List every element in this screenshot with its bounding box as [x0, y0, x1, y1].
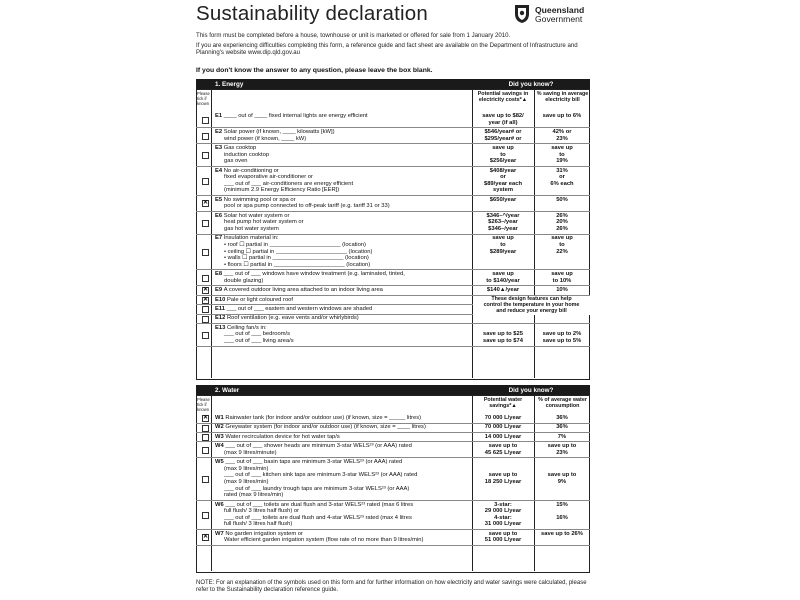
tick-checkbox[interactable] [202, 332, 209, 339]
intro-paragraph: This form must be completed before a house, townhouse or unit is marketed or offered for sale from 1 January 2010. [196, 32, 511, 39]
tick-checkbox[interactable]: ✕ [203, 296, 209, 303]
item-text [215, 502, 467, 528]
item-line: E10 Pale or light coloured roof [215, 296, 293, 303]
energy-row-e13 [196, 324, 590, 346]
savings-value: save up to $140/year [486, 271, 520, 284]
coat-of-arms-icon [512, 2, 532, 24]
savings-value: save up to $289/year [489, 235, 517, 255]
energy-row-e3 [196, 144, 590, 166]
item-text [215, 235, 467, 268]
item-code: E1 [215, 113, 224, 119]
item-line: E3 Gas cooktop [215, 145, 257, 151]
energy-row-e2 [196, 128, 590, 143]
savings-value: $546/year# or $295/year# or [484, 129, 522, 142]
tick-column-label: Please tick if known [197, 91, 210, 106]
item-code: E6 [215, 212, 224, 219]
item-line: E1 ____ out of ____ fixed internal lights are energy efficient [215, 113, 368, 119]
footnote: NOTE: For an explanation of the symbols used on this form and for further information on how electricity and water savings were calculated, please refer to the Sustainability declaration reference guide. [196, 580, 587, 594]
item-line: E9 A covered outdoor living area attached to an indoor living area [215, 287, 383, 294]
percent-value: 26% 20% 26% [556, 212, 568, 232]
item-text [215, 197, 467, 210]
logo-line-1: Queensland [535, 5, 585, 15]
item-code: E5 [215, 196, 224, 203]
tick-checkbox[interactable] [202, 316, 209, 323]
item-line: gas hot water system [224, 225, 279, 232]
row-divider [196, 346, 590, 347]
item-line: W1 Rainwater tank (for indoor and/or outdoor use) (if known, size = _____ litres) [215, 415, 422, 421]
energy-row-e8 [196, 270, 590, 285]
item-text [215, 415, 467, 422]
item-text [215, 306, 467, 313]
savings-value: $650/year [489, 196, 517, 203]
item-line: wind power (if known, ____ kW) [224, 135, 307, 142]
percent-value: 42% or 23% [552, 129, 572, 142]
page-title: Sustainability declaration [196, 2, 428, 25]
item-code: E3 [215, 145, 224, 151]
savings-value: save up to 18 250 L/year [484, 472, 522, 485]
item-code: W2 [215, 424, 226, 431]
tick-checkbox[interactable] [202, 133, 209, 140]
item-text [215, 443, 467, 456]
tick-checkbox[interactable] [202, 447, 209, 454]
percent-value: 50% [556, 196, 568, 203]
percent-value: save up to 6% [542, 113, 582, 119]
item-text [215, 531, 467, 544]
percent-value: save up to 19% [551, 145, 573, 165]
savings-value: save up to 45 625 L/year [484, 443, 522, 456]
tick-checkbox[interactable] [202, 275, 209, 282]
tick-checkbox[interactable] [202, 117, 209, 124]
item-line: pool or spa pump connected to off-peak tariff (e.g. tariff 31 or 33) [224, 203, 390, 210]
tick-checkbox[interactable]: ✕ [203, 534, 209, 541]
item-line: (minimum 2.9 Energy Efficiency Ratio [EER]) [224, 187, 340, 194]
item-line: E12 Roof ventilation (e.g. eave vents and/or whirlybirds) [215, 315, 359, 322]
item-line: ___ out of ___ laundry trough taps are minimum 3-star WELS²³ (or AAA) [224, 485, 410, 492]
item-code: W7 [215, 530, 226, 537]
tick-checkbox[interactable] [202, 476, 209, 483]
savings-value: save up to $256/year [489, 145, 517, 165]
tick-checkbox[interactable] [202, 220, 209, 227]
item-text [215, 145, 467, 165]
item-line: W2 Greywater system (for indoor and/or outdoor use) (if known, size = ____ litres) [215, 424, 426, 431]
energy-did-you-know: Did you know? [508, 80, 554, 88]
energy-row-e12 [196, 314, 590, 323]
item-code: E4 [215, 167, 224, 174]
savings-value: save up to $25 save up to $74 [483, 331, 523, 344]
item-line: (max 9 litres/minute) [224, 449, 277, 456]
item-code: W3 [215, 433, 226, 440]
item-line: E7 Insulation material in: [215, 235, 279, 242]
tick-checkbox[interactable] [202, 512, 209, 519]
item-line: E2 Solar power (if known, ____ kilowatts [kW]) [215, 129, 335, 135]
item-line: (max 9 litres/min) [224, 478, 269, 485]
tick-checkbox[interactable] [202, 425, 209, 432]
item-line: gas oven [224, 158, 248, 165]
item-line: E5 No swimming pool or spa or [215, 196, 296, 203]
water-row-w6 [196, 501, 590, 529]
design-features-note: These design features can help control the temperature in your home and reduce your energy bill [473, 296, 590, 315]
item-code: E9 [215, 287, 224, 294]
tick-checkbox[interactable]: ✕ [203, 287, 209, 294]
item-text [215, 168, 467, 194]
item-text [215, 434, 467, 441]
item-line: E6 Solar hot water system or [215, 212, 290, 219]
item-code: E7 [215, 235, 224, 242]
savings-value: 70 000 L/year [484, 424, 522, 431]
item-code: W4 [215, 443, 226, 450]
item-line: rated (max 9 litres/min) [224, 492, 284, 499]
item-line: • walls ☐ partial in ______________________ (location) [224, 255, 369, 262]
item-code: E13 [215, 324, 227, 331]
percent-value: save up to 22% [551, 235, 573, 255]
item-line: ___ out of ___ living area/s [224, 337, 294, 344]
water-row-w1 [196, 414, 590, 423]
savings-value: $140▲/year [486, 287, 520, 294]
item-line: E13 Ceiling fan/s in: [215, 324, 267, 331]
percent-value: 36% [556, 424, 568, 431]
tick-column-label: Please tick if known [197, 397, 210, 412]
water-row-w7 [196, 530, 590, 545]
instruction-note: If you don't know the answer to any question, please leave the box blank. [196, 67, 433, 74]
energy-row-e5 [196, 196, 590, 211]
water-row-w2 [196, 423, 590, 432]
item-line: Water efficient garden irrigation system (flow rate of no more than 9 litres/min) [224, 537, 424, 544]
energy-heading: 1. Energy [215, 80, 244, 88]
item-code: E12 [215, 315, 227, 322]
item-text [215, 271, 467, 284]
item-text [215, 297, 467, 304]
energy-row-e7 [196, 234, 590, 269]
item-line: W7 No garden irrigation system or [215, 530, 303, 537]
item-code: E10 [215, 296, 227, 303]
water-section-header [196, 385, 590, 395]
tick-checkbox[interactable] [202, 306, 209, 313]
tick-checkbox[interactable] [202, 434, 209, 441]
item-code: E11 [215, 306, 227, 312]
item-line: double glazing) [224, 277, 264, 284]
item-line: ___ out of ___ kitchen sink taps are minimum 3-star WELS²³ (or AAA) rated [224, 472, 418, 479]
savings-value: save up to 51 000 L/year [484, 530, 522, 544]
energy-row-e1 [196, 112, 590, 127]
energy-savings-column-header: Potential savings in electricity costs*▲ [477, 91, 529, 103]
percent-value: 31% or 6% each [550, 167, 574, 187]
queensland-government-logo [512, 2, 590, 28]
percent-value: save up to 9% [547, 472, 577, 485]
item-line: induction cooktop [224, 151, 270, 158]
savings-value: 3-star: 29 000 L/year 4-star: 31 000 L/year [484, 501, 522, 528]
item-line: fixed evaporative air-conditioner or [224, 174, 313, 181]
item-line: ___ out of ___ air-conditioners are energy efficient [224, 180, 354, 187]
percent-value: 10% [556, 287, 568, 294]
energy-row-e6 [196, 212, 590, 234]
item-line: • floors ☐ partial in ______________________ (location) [224, 261, 371, 268]
item-line: ___ out of ___ bedroom/s [224, 331, 291, 338]
declaration-page [196, 0, 590, 600]
percent-value: save up to 10% [551, 271, 573, 284]
item-text [215, 287, 467, 294]
energy-row-e4 [196, 167, 590, 195]
item-line: E8 ___ out of ___ windows have window treatment (e.g. laminated, tinted, [215, 271, 405, 278]
water-percent-column-header: % of average water consumption [538, 397, 587, 409]
water-row-w5 [196, 458, 590, 500]
tick-checkbox[interactable]: ✕ [203, 415, 209, 422]
item-line: ___ out of ___ toilets are dual flush and 4-star WELS²³ rated (max 4 litres [224, 514, 412, 521]
item-line: W5 ___ out of ___ basin taps are minimum 3-star WELS²³ (or AAA) rated [215, 459, 403, 466]
tick-checkbox[interactable]: ✕ [203, 200, 209, 207]
item-code: W1 [215, 415, 226, 421]
item-text [215, 459, 467, 499]
savings-value: $346–^/year $263–/year $346–/year [486, 212, 520, 232]
tick-checkbox[interactable] [202, 178, 209, 185]
item-text [215, 424, 467, 431]
item-code: E8 [215, 271, 224, 278]
tick-checkbox[interactable] [202, 249, 209, 256]
savings-value: 14 000 L/year [484, 433, 522, 440]
item-code: E2 [215, 129, 224, 135]
energy-row-e9 [196, 286, 590, 295]
intro-text [196, 32, 590, 59]
water-did-you-know: Did you know? [508, 386, 554, 394]
percent-value: 36% [556, 415, 568, 421]
water-row-w4 [196, 442, 590, 457]
item-line: • roof ☐ partial in ______________________ (location) [224, 241, 366, 248]
percent-value: save up to 26% [541, 530, 583, 537]
savings-value: $408/year or $89/year each system [483, 167, 523, 194]
item-line: (max 9 litres/min) [224, 465, 269, 472]
item-text [215, 213, 467, 233]
item-line: heat pump hot water system or [224, 219, 304, 226]
item-text [215, 113, 467, 120]
item-line: W3 Water recirculation device for hot water tap/s [215, 433, 340, 440]
item-line: W6 ___ out of ___ toilets are dual flush and 3-star WELS²³ rated (max 6 litres [215, 501, 414, 508]
item-text [215, 315, 467, 322]
item-line: full flush/ 3 litres half flush) [224, 521, 293, 528]
percent-value: 15% 16% [556, 501, 568, 521]
item-code: W5 [215, 459, 226, 466]
savings-value: 70 000 L/year [484, 415, 522, 421]
item-line: E4 No air-conditioning or [215, 167, 279, 174]
energy-section-header [196, 79, 590, 89]
item-line: • ceiling ☐ partial in ______________________ (location) [224, 248, 373, 255]
item-line: E11 ___ out of ___ eastern and western windows are shaded [215, 306, 373, 312]
logo-line-2: Government [535, 14, 583, 24]
item-text [215, 129, 467, 142]
water-row-w3 [196, 433, 590, 442]
percent-value: save up to 23% [547, 443, 577, 456]
percent-value: save up to 2% save up to 5% [542, 331, 582, 344]
tick-checkbox[interactable] [202, 152, 209, 159]
intro-paragraph: If you are experiencing difficulties completing this form, a reference guide and fact sheet are available on the Department of Infrastructure and Planning's website www.dip.qld.gov.au [196, 41, 578, 57]
water-heading: 2. Water [215, 386, 240, 394]
item-text [215, 325, 467, 345]
water-savings-column-header: Potential water savings*▲ [483, 397, 523, 409]
savings-value: save up to $82/ year (if all) [482, 113, 524, 126]
item-line: W4 ___ out of ___ shower heads are minimum 3-star WELS²³ (or AAA) rated [215, 443, 412, 450]
percent-value: 7% [557, 433, 567, 440]
item-line: full flush/ 3 litres half flush) or [224, 508, 300, 515]
item-code: W6 [215, 501, 226, 508]
row-divider [196, 545, 590, 546]
energy-percent-column-header: % saving in average electricity bill [536, 91, 589, 103]
